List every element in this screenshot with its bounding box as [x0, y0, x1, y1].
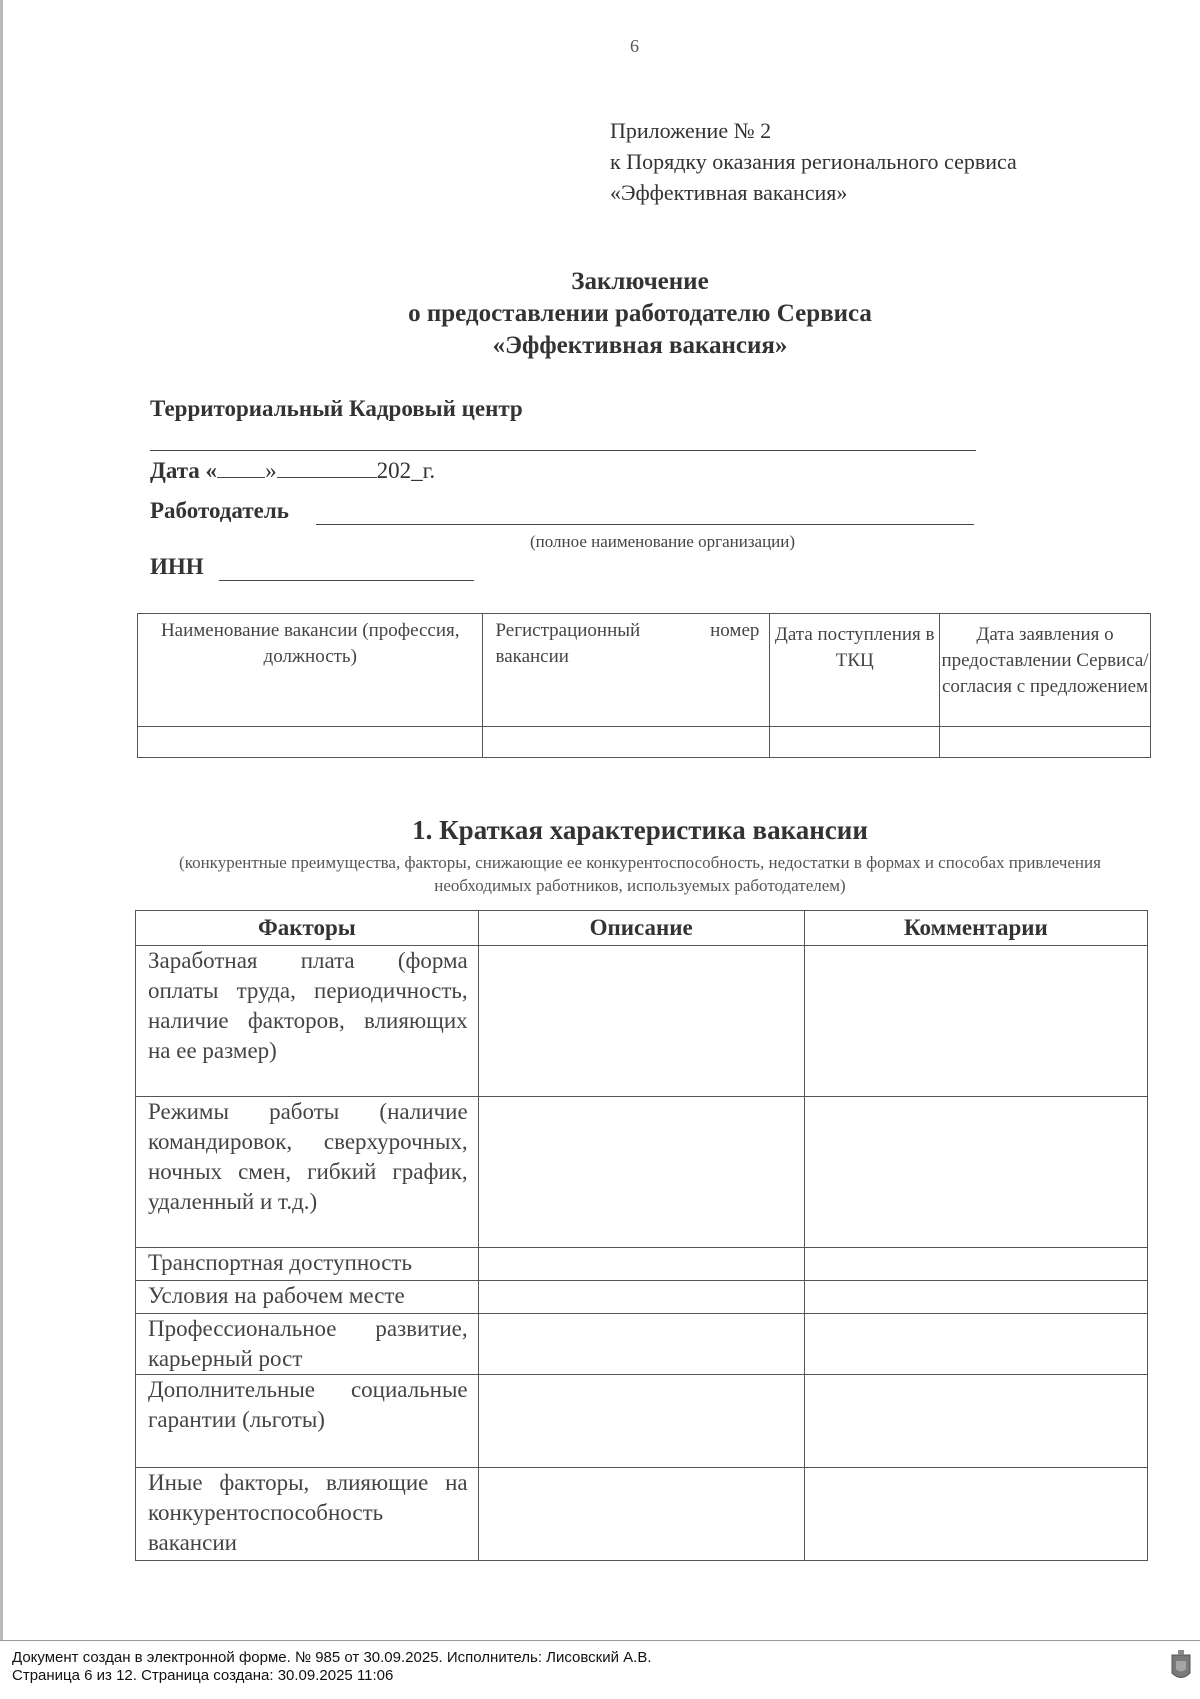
factor-label: Иные факторы, влияющие на конкурентоспособность вакансии: [136, 1468, 479, 1561]
factor-row-social: [136, 1375, 1148, 1468]
inn-line[interactable]: [219, 580, 474, 581]
header-application-date: Дата заявления о предоставлении Сервиса/согласия с предложением: [940, 614, 1151, 727]
factor-row-other: [136, 1468, 1148, 1561]
footer-text: [12, 1649, 652, 1685]
cell-receipt-date[interactable]: [770, 727, 940, 758]
description-cell[interactable]: [478, 1375, 804, 1468]
center-name-line[interactable]: [150, 450, 976, 451]
date-month-blank[interactable]: [277, 455, 377, 478]
factors-table-header: [136, 911, 1148, 946]
appendix-line-2: к Порядку оказания регионального сервиса: [610, 149, 1017, 174]
title-line-2: о предоставлении работодателю Сервиса: [408, 300, 872, 327]
factor-label: Условия на рабочем месте: [136, 1281, 479, 1314]
factor-row-salary: [136, 946, 1148, 1097]
document-title: [300, 266, 980, 362]
title-line-3: «Эффективная вакансия»: [492, 332, 788, 359]
factor-row-workplace: [136, 1281, 1148, 1314]
header-reg-number: Регистрационный номер вакансии: [483, 614, 770, 727]
footer-line-1: Документ создан в электронной форме. № 985 от 30.09.2025. Исполнитель: Лисовский А.В.: [12, 1649, 652, 1666]
description-cell[interactable]: [478, 946, 804, 1097]
inn-label: ИНН: [150, 554, 204, 579]
title-line-1: Заключение: [571, 268, 709, 295]
comment-cell[interactable]: [804, 946, 1147, 1097]
header-description: Описание: [478, 911, 804, 946]
comment-cell[interactable]: [804, 1097, 1147, 1248]
description-cell[interactable]: [478, 1097, 804, 1248]
factor-row-work-modes: [136, 1097, 1148, 1248]
description-cell[interactable]: [478, 1314, 804, 1375]
employer-hint: (полное наименование организации): [530, 532, 796, 551]
factors-table: [135, 910, 1148, 1561]
comment-cell[interactable]: [804, 1314, 1147, 1375]
section-subtitle: (конкурентные преимущества, факторы, снижающие ее конкурентоспособность, недостатки в формах и способах привлечения необходимых работников, используемых работодателем): [179, 853, 1101, 895]
vacancy-table-header: [138, 614, 1151, 727]
factor-label: Заработная плата (форма оплаты труда, периодичность, наличие факторов, влияющих на ее размер): [136, 946, 479, 1097]
header-factors: Факторы: [136, 911, 479, 946]
comment-cell[interactable]: [804, 1281, 1147, 1314]
cell-vacancy-name[interactable]: [138, 727, 483, 758]
comment-cell[interactable]: [804, 1375, 1147, 1468]
factor-label: Транспортная доступность: [136, 1248, 479, 1281]
header-vacancy-name: Наименование вакансии (профессия, должность): [138, 614, 483, 727]
factor-label: Профессиональное развитие, карьерный рост: [136, 1314, 479, 1375]
section-title: 1. Краткая характеристика вакансии: [412, 815, 868, 845]
factor-label: Дополнительные социальные гарантии (льготы): [136, 1375, 479, 1468]
page-number: 6: [630, 36, 639, 56]
header-comments: Комментарии: [804, 911, 1147, 946]
cell-application-date[interactable]: [940, 727, 1151, 758]
comment-cell[interactable]: [804, 1248, 1147, 1281]
factor-row-career: [136, 1314, 1148, 1375]
cell-reg-number[interactable]: [483, 727, 770, 758]
date-year: 202_г.: [376, 458, 436, 483]
date-mid: »: [265, 458, 277, 483]
comment-cell[interactable]: [804, 1468, 1147, 1561]
factor-label: Режимы работы (наличие командировок, сверхурочных, ночных смен, гибкий график, удаленный и т.д.): [136, 1097, 479, 1248]
vacancy-table: [137, 613, 1151, 758]
date-field: [150, 455, 435, 484]
center-label: Территориальный Кадровый центр: [150, 396, 523, 421]
employer-label: Работодатель: [150, 498, 289, 523]
employer-name-line[interactable]: [316, 524, 974, 525]
footer-line-2: Страница 6 из 12. Страница создана: 30.09.2025 11:06: [12, 1667, 394, 1684]
appendix-line-3: «Эффективная вакансия»: [610, 180, 848, 205]
appendix-header: [610, 115, 1017, 208]
vacancy-table-row: [138, 727, 1151, 758]
description-cell[interactable]: [478, 1248, 804, 1281]
factor-row-transport: [136, 1248, 1148, 1281]
scan-edge: [0, 0, 3, 1640]
appendix-line-1: Приложение № 2: [610, 118, 772, 143]
header-receipt-date: Дата поступления в ТКЦ: [770, 614, 940, 727]
description-cell[interactable]: [478, 1281, 804, 1314]
document-footer: [0, 1640, 1200, 1699]
date-day-blank[interactable]: [217, 455, 265, 478]
date-label: Дата «: [150, 458, 218, 483]
coat-of-arms-icon: [1170, 1649, 1192, 1683]
description-cell[interactable]: [478, 1468, 804, 1561]
